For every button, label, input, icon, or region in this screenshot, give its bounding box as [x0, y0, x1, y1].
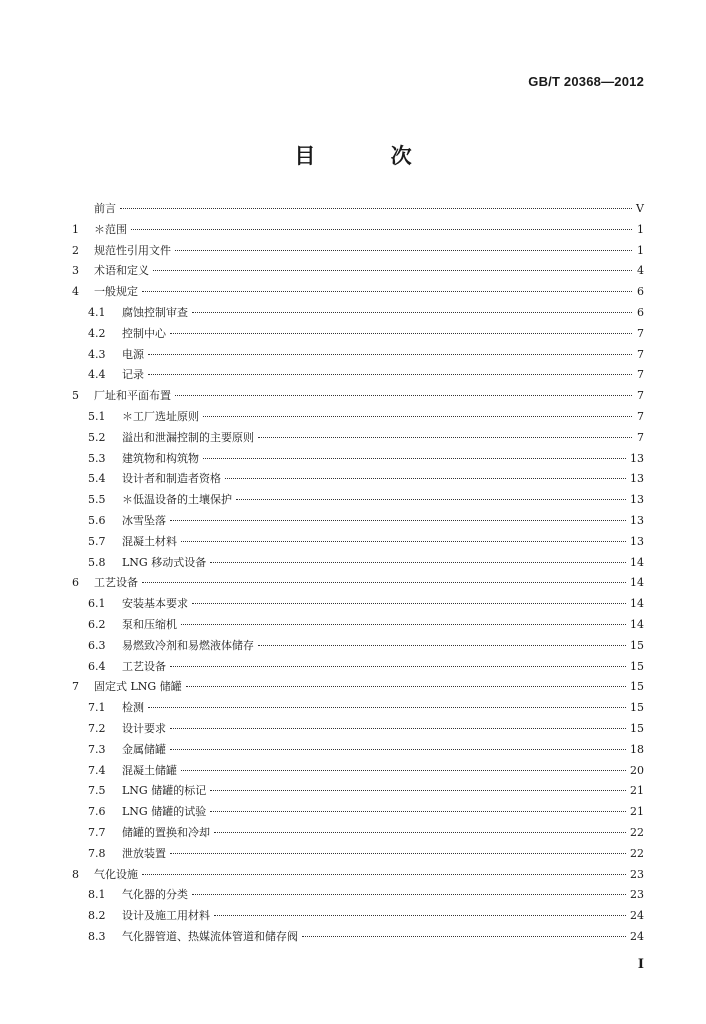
- toc-entry-number: 4.2: [88, 326, 106, 340]
- toc-dot-leader: [120, 208, 632, 209]
- toc-entry-page: 14: [630, 555, 644, 569]
- toc-entry-page: 7: [637, 409, 644, 423]
- toc-entry-title: 设计要求: [122, 721, 166, 735]
- toc-entry-number: 8.1: [88, 888, 106, 902]
- toc-entry-title: 工艺设备: [122, 659, 166, 673]
- toc-entry-title: 易燃致冷剂和易燃液体储存: [122, 638, 254, 652]
- toc-entry[interactable]: [72, 283, 644, 304]
- toc-dot-leader: [175, 395, 632, 396]
- toc-entry[interactable]: [72, 450, 644, 471]
- toc-dot-leader: [181, 624, 626, 625]
- toc-entry-number: 7.1: [88, 701, 106, 715]
- toc-entry-title: 术语和定义: [94, 264, 149, 278]
- toc-entry[interactable]: [72, 824, 644, 845]
- toc-entry-page: 22: [630, 825, 644, 839]
- toc-dot-leader: [170, 749, 626, 750]
- toc-dot-leader: [210, 811, 626, 812]
- toc-entry-page: 24: [630, 909, 644, 923]
- toc-entry[interactable]: [72, 720, 644, 741]
- toc-entry[interactable]: [72, 470, 644, 491]
- toc-entry-number: 6.4: [88, 659, 106, 673]
- toc-entry-page: 13: [630, 513, 644, 527]
- toc-entry-page: 13: [630, 472, 644, 486]
- toc-dot-leader: [148, 707, 626, 708]
- toc-entry-number: 5.6: [88, 513, 106, 527]
- toc-entry-page: V: [636, 202, 644, 215]
- toc-entry[interactable]: [72, 678, 644, 699]
- toc-entry-number: 4.3: [88, 347, 106, 361]
- toc-entry-page: 1: [637, 243, 644, 257]
- toc-dot-leader: [142, 874, 626, 875]
- toc-entry-number: 7.7: [88, 825, 106, 839]
- toc-entry[interactable]: [72, 304, 644, 325]
- toc-entry-title: LNG 储罐的标记: [122, 784, 207, 798]
- toc-entry-page: 7: [637, 430, 644, 444]
- toc-entry-number: 7.5: [88, 784, 106, 798]
- toc-dot-leader: [170, 666, 626, 667]
- toc-entry[interactable]: [72, 574, 644, 595]
- toc-entry-number: 5.2: [88, 430, 106, 444]
- toc-entry-page: 13: [630, 534, 644, 548]
- toc-entry[interactable]: [72, 491, 644, 512]
- toc-entry-number: 5.7: [88, 534, 106, 548]
- toc-entry-number: 6.2: [88, 617, 106, 631]
- toc-entry-number: 6.1: [88, 597, 106, 611]
- toc-entry-page: 21: [630, 784, 644, 798]
- toc-dot-leader: [210, 790, 626, 791]
- toc-dot-leader: [153, 270, 632, 271]
- toc-entry-title: 建筑物和构筑物: [122, 451, 199, 465]
- toc-entry-number: 7.6: [88, 805, 106, 819]
- toc-entry-page: 15: [630, 701, 644, 715]
- toc-dot-leader: [181, 541, 626, 542]
- toc-entry-number: 8: [72, 867, 79, 881]
- toc-entry-title: 控制中心: [122, 326, 166, 340]
- toc-entry-number: 7: [72, 680, 79, 694]
- toc-entry-page: 24: [630, 929, 644, 943]
- toc-entry-page: 15: [630, 680, 644, 694]
- toc-entry-page: 7: [637, 326, 644, 340]
- toc-entry[interactable]: [72, 512, 644, 533]
- toc-entry-title: 电源: [122, 347, 144, 361]
- toc-entry-number: 7.2: [88, 721, 106, 735]
- toc-entry-title: 储罐的置换和冷却: [122, 825, 210, 839]
- toc-entry-title: 气化设施: [94, 867, 138, 881]
- toc-dot-leader: [225, 478, 626, 479]
- toc-entry[interactable]: [72, 886, 644, 907]
- toc-entry[interactable]: [72, 533, 644, 554]
- toc-dot-leader: [186, 686, 626, 687]
- toc-dot-leader: [192, 894, 626, 895]
- toc-entry-number: 7.8: [88, 846, 106, 860]
- toc-dot-leader: [181, 770, 626, 771]
- toc-dot-leader: [131, 229, 632, 230]
- toc-entry-page: 14: [630, 597, 644, 611]
- toc-entry[interactable]: [72, 200, 644, 221]
- toc-dot-leader: [170, 520, 626, 521]
- toc-dot-leader: [175, 250, 632, 251]
- toc-entry-number: 5.3: [88, 451, 106, 465]
- toc-entry[interactable]: [72, 262, 644, 283]
- toc-entry-number: 3: [72, 264, 79, 278]
- toc-dot-leader: [258, 437, 632, 438]
- toc-entry-page: 6: [637, 285, 644, 299]
- toc-entry-page: 23: [630, 867, 644, 881]
- toc-entry-number: 5: [72, 389, 79, 403]
- toc-entry-title: ＊工厂选址原则: [122, 409, 199, 423]
- toc-entry-number: 8.2: [88, 909, 106, 923]
- toc-entry-page: 20: [630, 763, 644, 777]
- toc-entry-title: 规范性引用文件: [94, 243, 171, 257]
- toc-entry-page: 15: [630, 659, 644, 673]
- toc-entry[interactable]: [72, 803, 644, 824]
- toc-dot-leader: [170, 728, 626, 729]
- toc-entry-title: 一般规定: [94, 285, 138, 299]
- toc-dot-leader: [192, 312, 632, 313]
- toc-entry-title: 安装基本要求: [122, 597, 188, 611]
- toc-entry-page: 15: [630, 721, 644, 735]
- toc-entry[interactable]: [72, 866, 644, 887]
- toc-entry-title: 泄放装置: [122, 846, 166, 860]
- toc-entry-title: 冰雪坠落: [122, 513, 166, 527]
- toc-entry[interactable]: [72, 221, 644, 242]
- toc-entry[interactable]: [72, 346, 644, 367]
- toc-entry-page: 13: [630, 493, 644, 507]
- toc-entry[interactable]: [72, 429, 644, 450]
- toc-entry-number: 6.3: [88, 638, 106, 652]
- toc-entry-page: 13: [630, 451, 644, 465]
- toc-entry-page: 7: [637, 347, 644, 361]
- toc-entry[interactable]: [72, 554, 644, 575]
- toc-entry-page: 14: [630, 617, 644, 631]
- toc-entry[interactable]: [72, 741, 644, 762]
- toc-dot-leader: [170, 853, 626, 854]
- toc-entry[interactable]: [72, 408, 644, 429]
- toc-entry[interactable]: [72, 699, 644, 720]
- toc-entry-page: 18: [630, 742, 644, 756]
- toc-entry-title: 气化器的分类: [122, 888, 188, 902]
- toc-entry[interactable]: [72, 595, 644, 616]
- toc-dot-leader: [170, 333, 632, 334]
- toc-entry-number: 1: [72, 222, 79, 236]
- toc-entry[interactable]: [72, 242, 644, 263]
- toc-dot-leader: [148, 354, 632, 355]
- toc-entry-page: 7: [637, 368, 644, 382]
- toc-entry-number: 5.8: [88, 555, 106, 569]
- toc-dot-leader: [210, 562, 626, 563]
- toc-entry-number: 4.4: [88, 368, 106, 382]
- toc-entry-title: 混凝土储罐: [122, 763, 177, 777]
- toc-entry[interactable]: [72, 762, 644, 783]
- toc-entry-page: 21: [630, 805, 644, 819]
- toc-entry-title: ＊低温设备的土壤保护: [122, 493, 232, 507]
- toc-entry-page: 22: [630, 846, 644, 860]
- toc-dot-leader: [203, 416, 632, 417]
- toc-entry-title: 厂址和平面布置: [94, 389, 171, 403]
- toc-entry[interactable]: [72, 782, 644, 803]
- toc-entry-number: 4: [72, 285, 79, 299]
- toc-dot-leader: [302, 936, 626, 937]
- page-number: I: [637, 957, 644, 972]
- page-title: 目 次: [294, 144, 446, 168]
- toc-entry-page: 1: [637, 222, 644, 236]
- toc-entry-title: 设计者和制造者资格: [122, 472, 221, 486]
- toc-dot-leader: [142, 291, 632, 292]
- toc-dot-leader: [142, 582, 626, 583]
- toc-entry-page: 15: [630, 638, 644, 652]
- toc-entry-title: 检测: [122, 701, 144, 715]
- toc-entry[interactable]: [72, 387, 644, 408]
- toc-entry-number: 5.5: [88, 493, 106, 507]
- toc-entry-page: 23: [630, 888, 644, 902]
- toc-dot-leader: [258, 645, 626, 646]
- toc-entry-number: 5.1: [88, 409, 106, 423]
- toc-entry-page: 7: [637, 389, 644, 403]
- toc-entry-title: 金属储罐: [122, 742, 166, 756]
- toc-entry-number: 5.4: [88, 472, 106, 486]
- toc-entry-title: 泵和压缩机: [122, 617, 177, 631]
- toc-entry-title: 工艺设备: [94, 576, 138, 590]
- toc-entry-title: ＊范围: [94, 222, 127, 236]
- toc-entry-number: 7.3: [88, 742, 106, 756]
- toc-entry-title: 记录: [122, 368, 144, 382]
- toc-entry-title: 腐蚀控制审查: [122, 305, 188, 319]
- toc-entry-title: 设计及施工用材料: [122, 909, 210, 923]
- toc-entry[interactable]: [72, 907, 644, 928]
- toc-entry[interactable]: [72, 658, 644, 679]
- toc-entry-number: 4.1: [88, 305, 106, 319]
- toc-dot-leader: [214, 832, 626, 833]
- toc-dot-leader: [214, 915, 626, 916]
- toc-entry[interactable]: [72, 325, 644, 346]
- toc-dot-leader: [203, 458, 626, 459]
- table-of-contents: [72, 200, 644, 949]
- toc-dot-leader: [148, 374, 632, 375]
- toc-entry[interactable]: [72, 366, 644, 387]
- toc-entry-number: 8.3: [88, 929, 106, 943]
- toc-entry-title: LNG 储罐的试验: [122, 805, 207, 819]
- toc-entry[interactable]: [72, 616, 644, 637]
- toc-entry-page: 14: [630, 576, 644, 590]
- toc-entry-title: 溢出和泄漏控制的主要原则: [122, 430, 254, 444]
- toc-entry-number: 2: [72, 243, 79, 257]
- toc-dot-leader: [192, 603, 626, 604]
- toc-entry-title: 气化器管道、热媒流体管道和储存阀: [122, 929, 298, 943]
- toc-entry[interactable]: [72, 637, 644, 658]
- toc-entry-title: LNG 移动式设备: [122, 555, 207, 569]
- toc-entry-page: 6: [637, 305, 644, 319]
- toc-entry-number: 7.4: [88, 763, 106, 777]
- toc-entry[interactable]: [72, 928, 644, 949]
- standard-code: GB/T 20368—2012: [528, 74, 644, 89]
- toc-dot-leader: [236, 499, 626, 500]
- toc-entry-page: 4: [637, 264, 644, 278]
- toc-entry-number: 6: [72, 576, 79, 590]
- toc-entry[interactable]: [72, 845, 644, 866]
- toc-entry-title: 混凝土材料: [122, 534, 177, 548]
- toc-entry-title: 前言: [94, 202, 116, 215]
- toc-entry-title: 固定式 LNG 储罐: [94, 680, 182, 694]
